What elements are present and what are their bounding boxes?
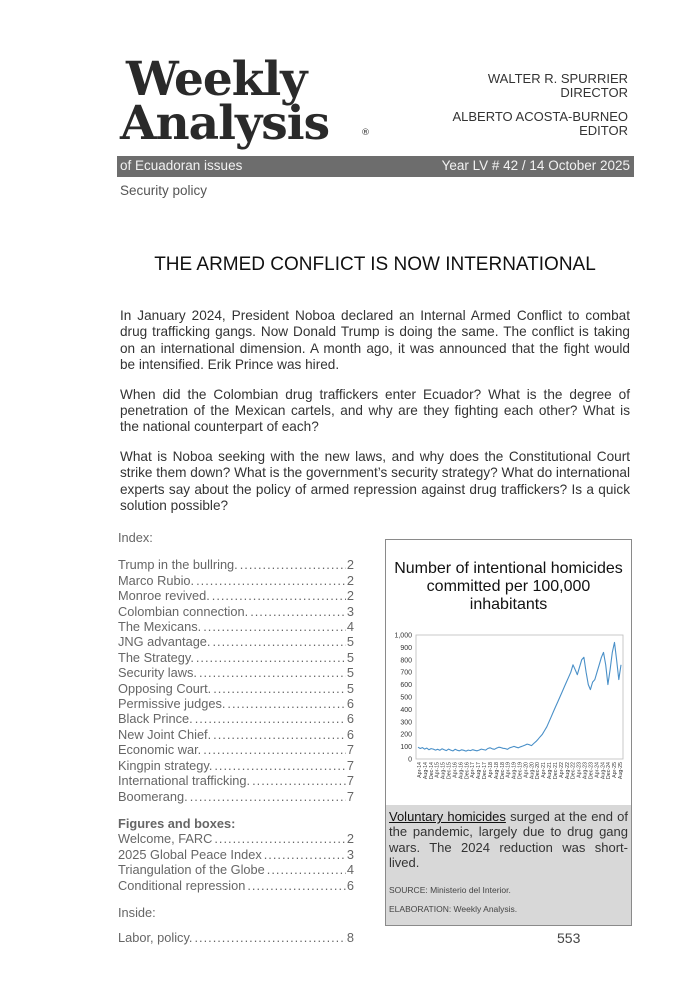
index-entry-page: 3 (346, 846, 354, 862)
director-role: DIRECTOR (560, 85, 628, 100)
index-entry-page: 3 (346, 603, 354, 619)
index-entry (118, 650, 354, 665)
x-tick-label: Aug-19 (511, 762, 518, 780)
issue-number: Year LV # 42 / 14 October 2025 (441, 158, 630, 173)
index-leader-dots (247, 878, 346, 893)
index-leader-dots (195, 711, 346, 726)
weekly-analysis-logo (120, 52, 380, 151)
x-tick-label: Apr-18 (487, 762, 494, 778)
index-entry-title: The Mexicans. (118, 619, 202, 635)
caption-source: SOURCE: Ministerio del Interior. (389, 884, 511, 895)
index-entry (118, 847, 354, 862)
index-leader-dots (214, 758, 346, 773)
index-entry-page: 4 (346, 619, 354, 635)
x-tick-label: Dec-23 (588, 762, 595, 780)
index-entry-page: 5 (346, 665, 354, 681)
y-tick-label: 100 (400, 744, 412, 752)
index-entry (118, 727, 354, 742)
homicides-chart-box (385, 539, 632, 926)
caption-lead: Voluntary homicides (389, 809, 506, 824)
index-entry-page: 5 (346, 634, 354, 650)
masthead-people (452, 72, 628, 138)
index-leader-dots (212, 634, 345, 649)
index-entry-page: 6 (346, 696, 354, 712)
y-tick-label: 600 (400, 682, 412, 690)
index-leader-dots (196, 650, 346, 665)
index-entry-page: 7 (346, 742, 354, 758)
index-entry (118, 831, 354, 846)
x-tick-label: Aug-17 (476, 762, 483, 780)
x-tick-label: Dec-21 (552, 762, 559, 780)
index-entry (118, 665, 354, 680)
index-leader-dots (252, 773, 346, 788)
registered-mark: ® (361, 128, 370, 138)
index-entry (118, 557, 354, 572)
x-tick-label: Apr-19 (505, 762, 512, 778)
homicides-series-line (418, 642, 621, 751)
y-tick-label: 700 (400, 669, 412, 677)
x-tick-label: Dec-18 (499, 762, 506, 780)
y-tick-label: 800 (400, 657, 412, 665)
y-tick-label: 500 (400, 694, 412, 702)
index-entry-title: International trafficking. (118, 773, 251, 789)
index-entry (118, 588, 354, 603)
index-entry-page: 2 (346, 831, 354, 847)
index-entry-title: 2025 Global Peace Index (118, 846, 262, 862)
index-entry-title: Trump in the bullring. (118, 557, 238, 573)
index-entry (118, 930, 354, 945)
article-paragraph: When did the Colombian drug traffickers enter Ecuador? What is the degree of penetration of the Mexican cartels, and why are they fighting each other? What is the national counterpart of each? (120, 386, 630, 435)
x-tick-label: Apr-21 (541, 762, 548, 778)
index-entry-title: Boomerang. (118, 788, 188, 804)
x-tick-label: Aug-16 (458, 762, 465, 780)
index-entry-title: New Joint Chief. (118, 726, 212, 742)
y-tick-label: 1,000 (394, 632, 412, 640)
index-entry-page: 5 (346, 649, 354, 665)
index-leader-dots (250, 604, 346, 619)
index-entry-page: 2 (346, 588, 354, 604)
y-tick-label: 300 (400, 719, 412, 727)
index-leader-dots (203, 619, 346, 634)
index-leader-dots (264, 847, 346, 862)
x-tick-label: Dec-14 (428, 762, 435, 780)
editor-name: ALBERTO ACOSTA-BURNEO (452, 109, 628, 124)
x-tick-label: Apr-25 (612, 762, 619, 778)
index-entry-title: Monroe revived. (118, 588, 210, 604)
index-leader-dots (190, 789, 346, 804)
logo-word-analysis: Analysis (120, 96, 330, 151)
x-tick-label: Aug-14 (422, 762, 429, 780)
index-entry-title: Labor, policy. (118, 930, 193, 946)
index-entry-page: 2 (346, 557, 354, 573)
index-entry-title: Security laws. (118, 665, 197, 681)
x-tick-label: Apr-22 (558, 762, 565, 778)
index-entry-title: Marco Rubio. (118, 572, 195, 588)
editor-role: EDITOR (579, 123, 628, 138)
index-leader-dots (227, 696, 345, 711)
index-entry-page: 6 (346, 877, 354, 893)
x-tick-label: Aug-23 (582, 762, 589, 780)
index-entry (118, 573, 354, 588)
x-tick-label: Dec-17 (482, 762, 489, 780)
index-entry-page: 7 (346, 788, 354, 804)
plot-area-frame (416, 635, 623, 759)
page-number: 553 (557, 930, 581, 946)
index-leader-dots (267, 862, 346, 877)
index-entry-page: 7 (346, 773, 354, 789)
x-tick-label: Dec-16 (464, 762, 471, 780)
index-entry-title: Black Prince. (118, 711, 193, 727)
index-entry (118, 862, 354, 877)
index-entry (118, 711, 354, 726)
caption-elaboration: ELABORATION: Weekly Analysis. (389, 903, 518, 914)
index-entry-page: 6 (346, 711, 354, 727)
index-entry-title: Conditional repression (118, 877, 246, 893)
homicides-line-chart (386, 625, 630, 805)
index-entry (118, 604, 354, 619)
x-tick-label: Apr-16 (452, 762, 459, 778)
x-tick-label: Dec-15 (446, 762, 453, 780)
x-tick-label: Aug-24 (600, 762, 607, 780)
x-tick-label: Aug-15 (440, 762, 447, 780)
index-entry-page: 2 (346, 572, 354, 588)
index-entry-title: Permissive judges. (118, 696, 226, 712)
x-tick-label: Dec-22 (570, 762, 577, 780)
index-entry-page: 6 (346, 726, 354, 742)
index-entry (118, 634, 354, 649)
index-entry (118, 696, 354, 711)
index-entry-title: Economic war. (118, 742, 202, 758)
index-heading: Index: (118, 530, 153, 545)
index-entry (118, 878, 354, 893)
index-leader-dots (240, 557, 346, 572)
x-tick-label: Dec-19 (517, 762, 524, 780)
caption-body: surged at the end of the pandemic, largely due to drug gang wars. The 2024 reduction was short-lived. (389, 809, 628, 871)
x-tick-label: Dec-20 (535, 762, 542, 780)
index-entry (118, 619, 354, 634)
x-tick-label: Apr-23 (576, 762, 583, 778)
index-entry-title: Kingpin strategy. (118, 757, 213, 773)
issue-band (117, 156, 634, 177)
figures-heading: Figures and boxes: (118, 815, 236, 831)
x-tick-label: Apr-14 (417, 762, 423, 778)
x-tick-label: Apr-20 (523, 762, 530, 778)
index-entry-title: Triangulation of the Globe (118, 862, 265, 878)
logo-word-weekly: Weekly (126, 52, 307, 107)
index-leader-dots (213, 727, 346, 742)
x-tick-label: Aug-18 (493, 762, 500, 780)
x-tick-label: Aug-22 (564, 762, 571, 780)
index-entry-title: Opposing Court. (118, 680, 212, 696)
index-leader-dots (196, 573, 346, 588)
section-label: Security policy (120, 183, 208, 198)
x-tick-label: Apr-15 (434, 762, 441, 778)
x-tick-label: Apr-17 (470, 762, 477, 778)
x-tick-label: Apr-24 (594, 762, 601, 778)
article-title: THE ARMED CONFLICT IS NOW INTERNATIONAL (154, 254, 596, 275)
index-leader-dots (213, 681, 346, 696)
index-entry (118, 758, 354, 773)
index-leader-dots (212, 588, 346, 603)
chart-caption (386, 805, 631, 925)
inside-heading: Inside: (118, 904, 156, 920)
index-list (118, 530, 354, 946)
y-tick-label: 400 (400, 706, 412, 714)
index-leader-dots (214, 831, 346, 846)
index-entry (118, 742, 354, 757)
index-entry-title: Welcome, FARC (118, 831, 213, 847)
band-subtitle: of Ecuadoran issues (120, 158, 243, 173)
x-tick-label: Aug-20 (529, 762, 536, 780)
chart-title: Number of intentional homicides committed per 100,000 inhabitants (394, 560, 623, 613)
y-tick-label: 200 (400, 731, 412, 739)
article-paragraph: What is Noboa seeking with the new laws, and why does the Constitutional Court strike them down? What is the government’s security strategy? What do international experts say about the policy of armed repression against drug traffickers? Is a quick solution possible? (120, 448, 630, 514)
article-paragraph: In January 2024, President Noboa declared an Internal Armed Conflict to combat drug trafficking gangs. Now Donald Trump is doing the same. The conflict is taking on an international dimension. A month ago, it was announced that the fight would be intensified. Erik Prince was hired. (120, 308, 630, 373)
y-tick-label: 0 (408, 756, 412, 764)
index-leader-dots (199, 665, 346, 680)
index-entry-title: JNG advantage. (118, 634, 211, 650)
index-entry (118, 681, 354, 696)
article-body (120, 308, 630, 527)
index-entry (118, 789, 354, 804)
caption-text (389, 809, 628, 871)
index-entry-title: Colombian connection. (118, 603, 249, 619)
x-tick-label: Dec-24 (606, 762, 613, 780)
index-leader-dots (203, 742, 346, 757)
index-entry-page: 7 (346, 757, 354, 773)
y-tick-label: 900 (400, 644, 412, 652)
index-entry-title: The Strategy. (118, 649, 194, 665)
index-entry-page: 4 (346, 862, 354, 878)
x-tick-label: Aug-21 (547, 762, 554, 780)
index-entry-page: 8 (346, 930, 354, 946)
director-name: WALTER R. SPURRIER (487, 71, 628, 86)
index-entry-page: 5 (346, 680, 354, 696)
index-leader-dots (194, 930, 345, 945)
x-tick-label: Aug-25 (618, 762, 624, 780)
index-entry (118, 773, 354, 788)
